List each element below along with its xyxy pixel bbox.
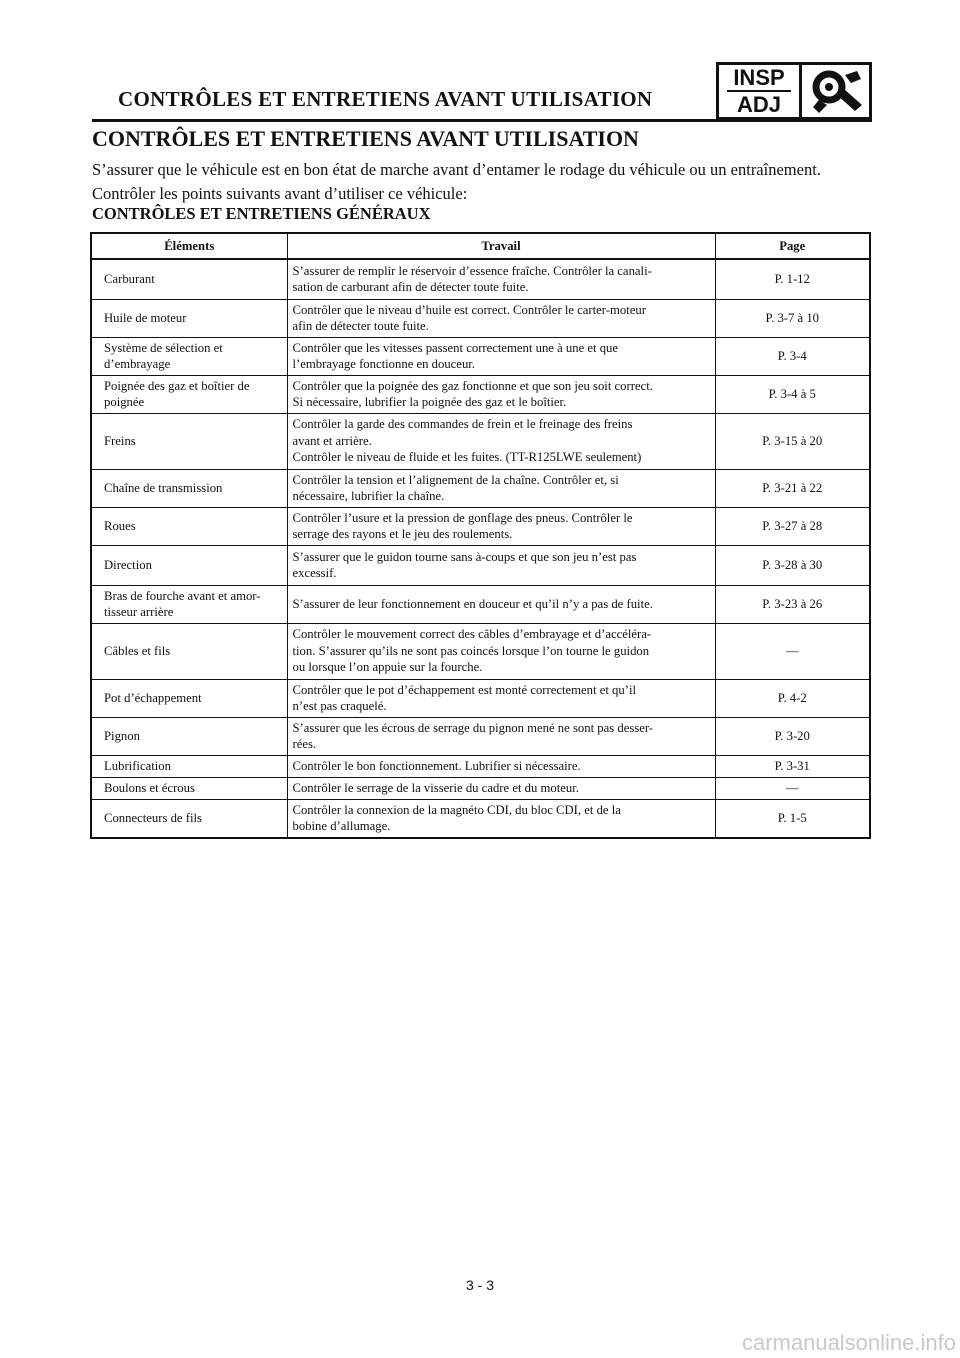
cell-element: Direction [91, 545, 287, 585]
cell-element: Poignée des gaz et boîtier de poignée [91, 375, 287, 413]
table-row [91, 679, 870, 717]
cell-element: Pot d’échappement [91, 679, 287, 717]
cell-work: Contrôler le mouvement correct des câbles d’embrayage et d’accéléra- tion. S’assurer qu’ils ne sont pas coincés lorsque l’on tourne le guidon ou lorsque l’on appuie sur la fourche. [287, 623, 715, 679]
cell-element: Système de sélection et d’embrayage [91, 337, 287, 375]
cell-element: Bras de fourche avant et amor- tisseur arrière [91, 585, 287, 623]
cell-page: P. 1-12 [715, 259, 870, 299]
header-title: CONTRÔLES ET ENTRETIENS AVANT UTILISATION [118, 87, 653, 111]
inspection-table [90, 232, 871, 839]
table-row [91, 777, 870, 799]
cell-page: P. 3-27 à 28 [715, 507, 870, 545]
cell-page: P. 3-4 à 5 [715, 375, 870, 413]
inspection-table-container [90, 232, 869, 839]
table-row [91, 413, 870, 469]
cell-work: S’assurer que le guidon tourne sans à-coups et que son jeu n’est pas excessif. [287, 545, 715, 585]
table-row [91, 469, 870, 507]
section-title: CONTRÔLES ET ENTRETIENS AVANT UTILISATION [92, 126, 639, 151]
table-row [91, 799, 870, 838]
cell-element: Freins [91, 413, 287, 469]
cell-work: Contrôler que le pot d’échappement est monté correctement et qu’il n’est pas craquelé. [287, 679, 715, 717]
cell-page: P. 4-2 [715, 679, 870, 717]
cell-element: Connecteurs de fils [91, 799, 287, 838]
cell-page: P. 1-5 [715, 799, 870, 838]
intro-paragraph-2: Contrôler les points suivants avant d’utiliser ce véhicule: [92, 184, 468, 203]
cell-work: S’assurer de remplir le réservoir d’essence fraîche. Contrôler la canali- sation de carburant afin de détecter toute fuite. [287, 259, 715, 299]
cell-element: Chaîne de transmission [91, 469, 287, 507]
cell-work: Contrôler que la poignée des gaz fonctionne et que son jeu soit correct. Si nécessaire, lubrifier la poignée des gaz et le boîtier. [287, 375, 715, 413]
insp-adj-badge [716, 62, 872, 120]
column-header-work: Travail [287, 233, 715, 259]
cell-work: Contrôler la connexion de la magnéto CDI, du bloc CDI, et de la bobine d’allumage. [287, 799, 715, 838]
table-row [91, 545, 870, 585]
column-header-elements: Éléments [91, 233, 287, 259]
badge-line1: INSP [727, 67, 790, 92]
table-row [91, 755, 870, 777]
cell-page: P. 3-4 [715, 337, 870, 375]
page-number: 3 - 3 [465, 1277, 494, 1293]
cell-work: Contrôler que les vitesses passent correctement une à une et que l’embrayage fonctionne en douceur. [287, 337, 715, 375]
cell-element: Lubrification [91, 755, 287, 777]
table-row [91, 299, 870, 337]
cell-page: P. 3-23 à 26 [715, 585, 870, 623]
cell-work: Contrôler la garde des commandes de frein et le freinage des freins avant et arrière. Contrôler le niveau de fluide et les fuites. (TT-R125LWE seulement) [287, 413, 715, 469]
cell-page: P. 3-20 [715, 717, 870, 755]
table-row [91, 337, 870, 375]
cell-page: P. 3-31 [715, 755, 870, 777]
cell-work: Contrôler que le niveau d’huile est correct. Contrôler le carter-moteur afin de détecter toute fuite. [287, 299, 715, 337]
subheading: CONTRÔLES ET ENTRETIENS GÉNÉRAUX [92, 204, 431, 223]
cell-element: Huile de moteur [91, 299, 287, 337]
cell-work: S’assurer que les écrous de serrage du pignon mené ne sont pas desser- rées. [287, 717, 715, 755]
cell-page: P. 3-28 à 30 [715, 545, 870, 585]
cell-element: Carburant [104, 272, 155, 286]
column-header-page: Page [715, 233, 870, 259]
cell-element: Roues [91, 507, 287, 545]
cell-work: Contrôler le serrage de la visserie du cadre et du moteur. [287, 777, 715, 799]
table-body [91, 259, 870, 838]
intro-paragraph-1: S’assurer que le véhicule est en bon état de marche avant d’entamer le rodage du véhicule ou un entraînement. [92, 160, 821, 179]
table-header-row [91, 233, 870, 259]
wrench-hand-icon [802, 65, 869, 117]
table-row [91, 623, 870, 679]
cell-element: Pignon [91, 717, 287, 755]
table-row [91, 259, 870, 299]
table-row [91, 507, 870, 545]
cell-element: Boulons et écrous [91, 777, 287, 799]
cell-element: Câbles et fils [91, 623, 287, 679]
cell-page: P. 3-15 à 20 [715, 413, 870, 469]
cell-page: — [715, 623, 870, 679]
table-row [91, 375, 870, 413]
cell-page: — [715, 777, 870, 799]
watermark: carmanualsonline.info [741, 1330, 956, 1355]
cell-work: S’assurer de leur fonctionnement en douceur et qu’il n’y a pas de fuite. [287, 585, 715, 623]
cell-work: Contrôler la tension et l’alignement de la chaîne. Contrôler et, si nécessaire, lubrifier la chaîne. [287, 469, 715, 507]
table-row [91, 717, 870, 755]
badge-label [719, 65, 802, 117]
badge-line2: ADJ [736, 91, 781, 117]
cell-work: Contrôler l’usure et la pression de gonflage des pneus. Contrôler le serrage des rayons et le jeu des roulements. [287, 507, 715, 545]
cell-page: P. 3-21 à 22 [715, 469, 870, 507]
cell-work: Contrôler le bon fonctionnement. Lubrifier si nécessaire. [287, 755, 715, 777]
table-row [91, 585, 870, 623]
cell-page: P. 3-7 à 10 [715, 299, 870, 337]
